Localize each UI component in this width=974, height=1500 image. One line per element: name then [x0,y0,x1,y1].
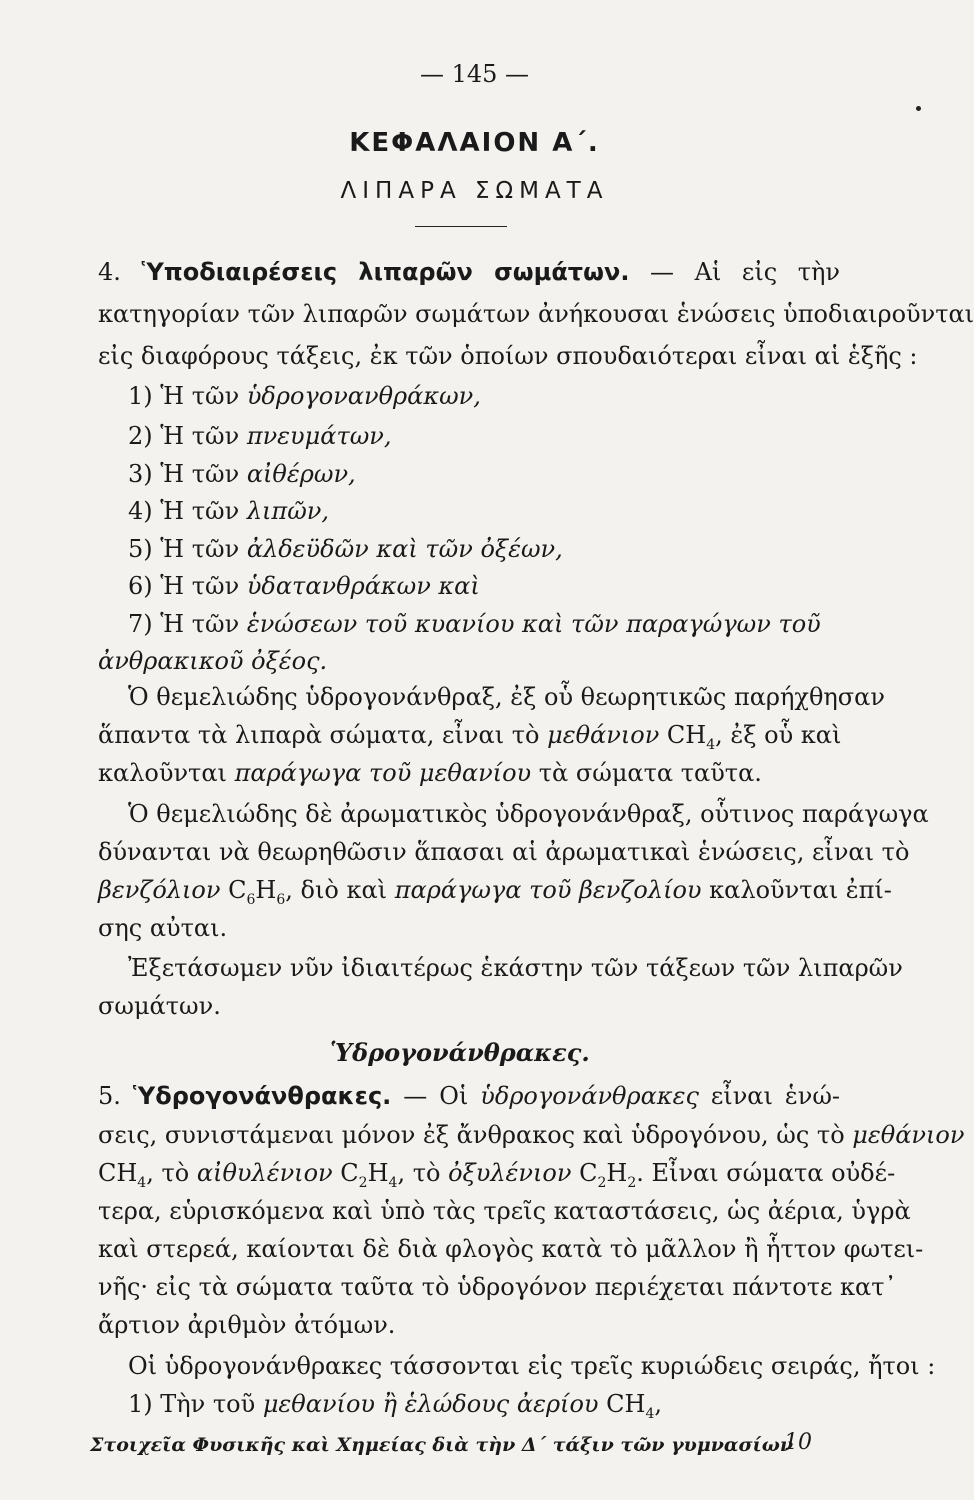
section-4-title: Ὑποδιαιρέσεις λιπαρῶν σωμάτων. [141,258,630,286]
section-4-number: 4. [98,258,121,286]
list-item: 2) Ἡ τῶν πνευμάτων, [128,422,392,450]
list-item-continuation: ἀνθρακικοῦ ὀξέος. [98,647,328,675]
footer-book-title: Στοιχεῖα Φυσικῆς καὶ Χημείας διὰ τὴν Δ΄ τάξιν τῶν γυμνασίων [90,1434,794,1456]
section-4-heading-line [98,257,840,287]
text-line: ἄρτιον ἀριθμὸν ἀτόμων. [98,1311,396,1339]
text-line: $CH_4$, τὸ αἰθυλένιον $C_2H_4$, τὸ ὀξυλένιον $C_2H_2$. Εἶναι σώματα οὐδέ- [98,1159,896,1191]
text-line: καλοῦνται παράγωγα τοῦ μεθανίου τὰ σώματα ταῦτα. [98,759,762,787]
divider-rule [415,226,507,227]
text-line: δύνανται νὰ θεωρηθῶσιν ἅπασαι αἱ ἀρωματικαὶ ἑνώσεις, εἶναι τὸ [98,838,910,866]
text-line: εἰς διαφόρους τάξεις, ἐκ τῶν ὁποίων σπουδαιότεραι εἶναι αἱ ἑξῆς : [98,342,918,370]
section-5-heading-line: 5. Ὑδρογονάνθρακες. — Οἱ ὑδρογονάνθρακες εἶναι ἑνώ- [98,1082,841,1110]
section-heading: Ὑδρογονάνθρακες. [330,1038,590,1067]
text-line: κατηγορίαν τῶν λιπαρῶν σωμάτων ἀνήκουσαι ἑνώσεις ὑποδιαιροῦνται [98,300,974,328]
section-4-intro-1: — Αἱ εἰς τὴν [650,258,840,286]
section-5-number: 5. [98,1082,121,1110]
text-line: σωμάτων. [98,992,221,1020]
list-item: 5) Ἡ τῶν ἀλδεϋδῶν καὶ τῶν ὀξέων, [128,535,563,563]
print-speck [916,106,921,111]
list-item: 3) Ἡ τῶν αἰθέρων, [128,460,356,488]
chapter-subtitle: ΛΙΠΑΡΑ ΣΩΜΑΤΑ [340,178,609,204]
text-line: νῆς· εἰς τὰ σώματα ταῦτα τὸ ὑδρογόνον περιέχεται πάντοτε κατ᾽ [98,1273,897,1301]
list-item: 1) Ἡ τῶν ὑδρογονανθράκων, [128,382,481,410]
text-line: Ὁ θεμελιώδης δὲ ἀρωματικὸς ὑδρογονάνθραξ, οὗτινος παράγωγα [128,800,929,828]
text-line: Οἱ ὑδρογονάνθρακες τάσσονται εἰς τρεῖς κυριώδεις σειράς, ἤτοι : [128,1352,936,1380]
list-item: 6) Ἡ τῶν ὑδατανθράκων καὶ [128,572,480,600]
footer-signature: 10 [784,1430,812,1455]
text-line: ἅπαντα τὰ λιπαρὰ σώματα, εἶναι τὸ μεθάνιον $CH_4$, ἐξ οὗ καὶ [98,721,842,753]
list-item: 4) Ἡ τῶν λιπῶν, [128,497,329,525]
text-line: βενζόλιον $C_6H_6$, διὸ καὶ παράγωγα τοῦ βενζολίου καλοῦνται ἐπί- [98,876,892,908]
section-5-title: Ὑδρογονάνθρακες. [132,1082,392,1110]
text-line: σης αὐται. [98,914,228,942]
chapter-title: ΚΕΦΑΛΑΙΟΝ Α΄. [349,128,600,158]
text-line: Ὁ θεμελιώδης ὑδρογονάνθραξ, ἐξ οὗ θεωρητικῶς παρήχθησαν [128,683,885,711]
text-line: Ἐξετάσωμεν νῦν ἰδιαιτέρως ἑκάστην τῶν τάξεων τῶν λιπαρῶν [128,954,903,982]
text-line: τερα, εὑρισκόμενα καὶ ὑπὸ τὰς τρεῖς καταστάσεις, ὡς ἀέρια, ὑγρὰ [98,1197,911,1225]
text-line: σεις, συνιστάμεναι μόνον ἐξ ἄνθρακος καὶ ὑδρογόνου, ὡς τὸ μεθάνιον [98,1121,965,1149]
page-number: — 145 — [419,60,530,88]
text-line: καὶ στερεά, καίονται δὲ διὰ φλογὸς κατὰ τὸ μᾶλλον ἢ ἧττον φωτει- [98,1235,924,1263]
list-item: 7) Ἡ τῶν ἑνώσεων τοῦ κυανίου καὶ τῶν παραγώγων τοῦ [128,610,821,638]
text-line: 1) Τὴν τοῦ μεθανίου ἢ ἑλώδους ἀερίου $CH_4$, [128,1390,662,1422]
